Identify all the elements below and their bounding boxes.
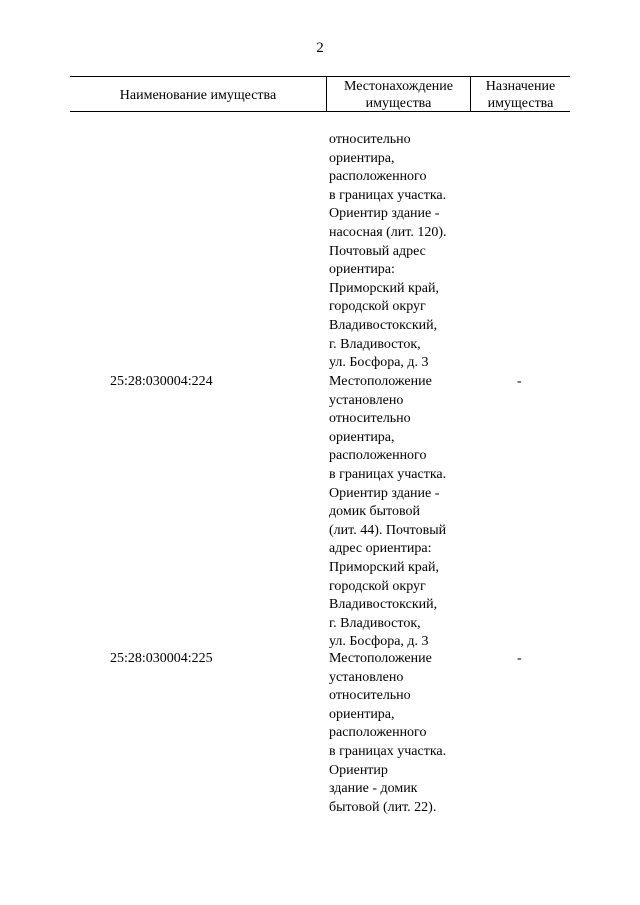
row-purpose: -	[517, 374, 522, 389]
row-purpose: -	[517, 651, 522, 666]
row-location: относительно ориентира, расположенного в границах участка. Ориентир здание - насосная (лит. 120). Почтовый адрес ориентира: Приморский край, городской округ Владивостокский, г. Владивосток, ул. Босфора, д. 3	[329, 132, 447, 371]
page-number: 2	[316, 40, 324, 56]
row-cadastral-number: 25:28:030004:224	[110, 374, 213, 389]
row-cadastral-number: 25:28:030004:225	[110, 651, 213, 666]
header-name: Наименование имущества	[119, 88, 277, 103]
row-location: Местоположение установлено относительно ориентира, расположенного в границах участка. Ориентир здание - домик бытовой (лит. 44). Почтовый адрес ориентира: Приморский край, городской округ Владивостокский, г. Владивосток, ул. Босфора, д. 3	[329, 374, 447, 650]
header-purpose: Назначение имущества	[485, 79, 556, 111]
header-location: Местонахождение имущества	[343, 79, 453, 111]
row-location: Местоположение установлено относительно ориентира, расположенного в границах участка. Ориентир здание - домик бытовой (лит. 22).	[329, 651, 447, 815]
table-header-top-border	[70, 76, 570, 77]
